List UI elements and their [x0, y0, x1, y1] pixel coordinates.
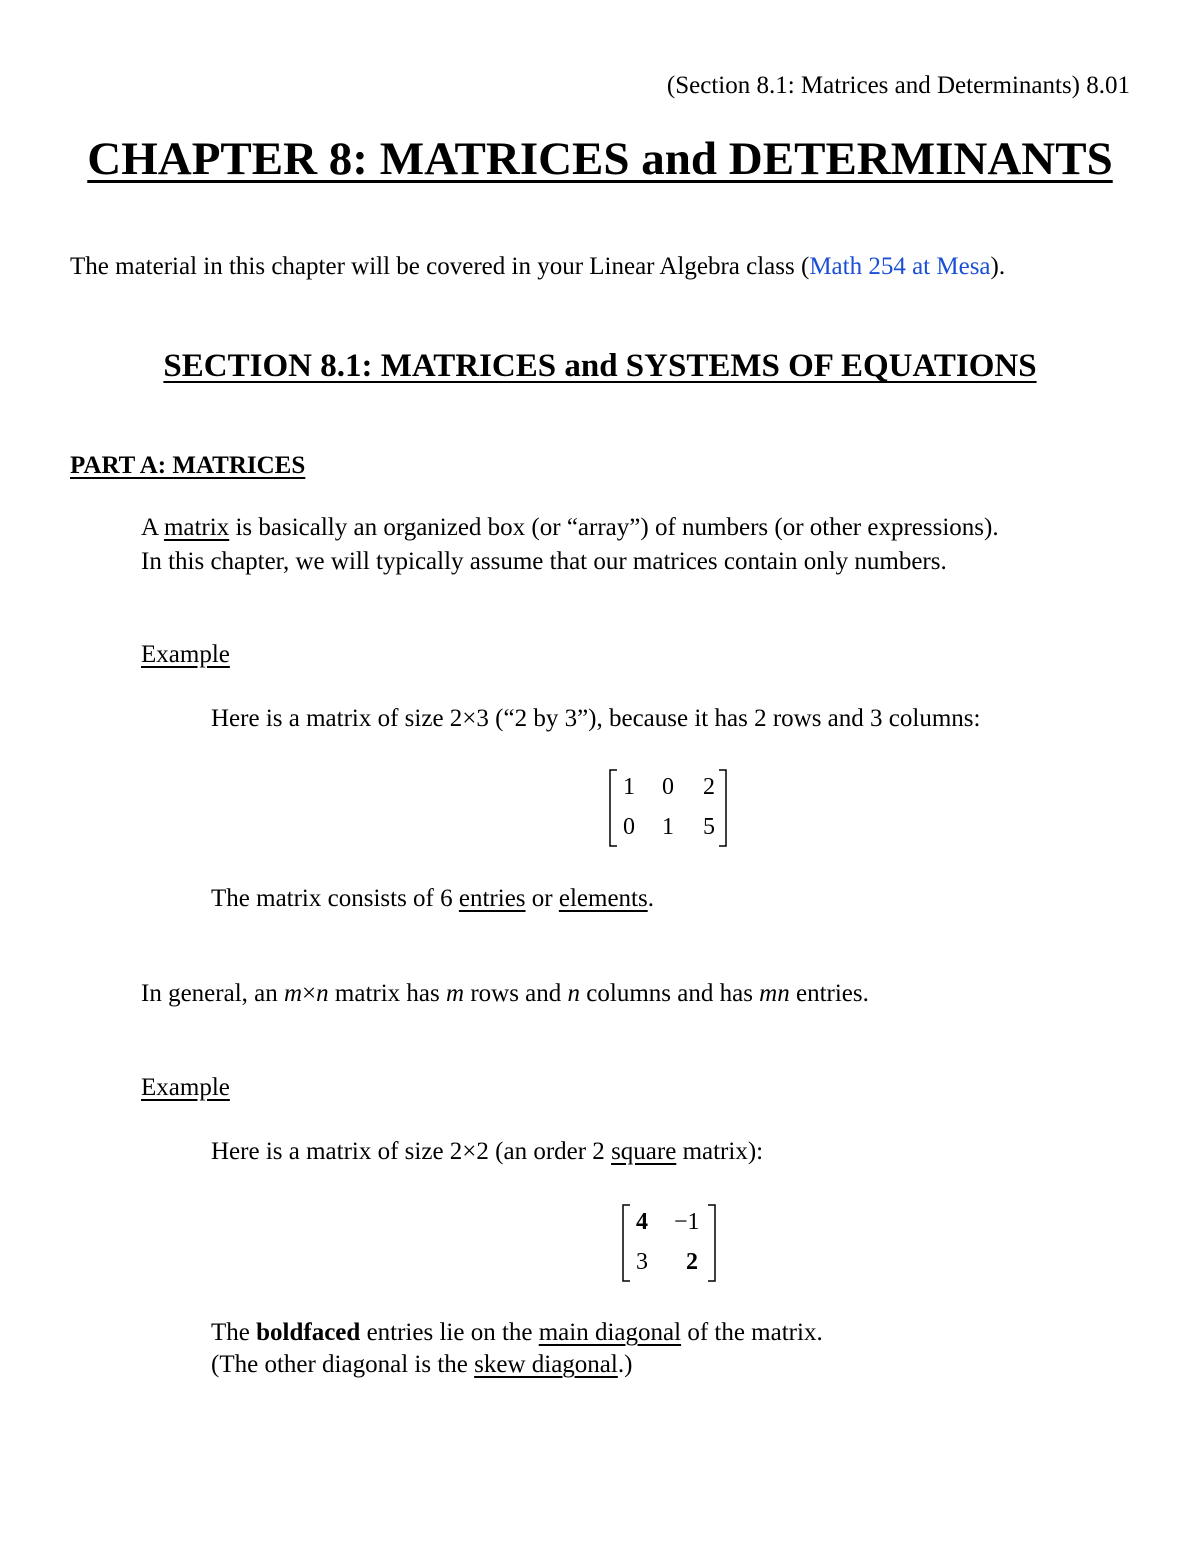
definition-line-2: In this chapter, we will typically assume that our matrices contain only numbers.: [141, 548, 947, 575]
definition-line-1: [141, 514, 999, 542]
ex2-text: Here is a matrix of size 2×2 (an order 2: [211, 1138, 612, 1165]
definition-a: A: [141, 514, 164, 541]
matrix-2x3: [607, 768, 729, 848]
example-heading-2: Example: [141, 1074, 230, 1101]
matrix-cell: 2: [703, 774, 715, 800]
var-mn: mn: [759, 980, 790, 1007]
intro-text-end: ).: [990, 253, 1006, 280]
matrix-cell: −1: [674, 1209, 700, 1235]
term-boldfaced: boldfaced: [256, 1319, 361, 1346]
running-head: (Section 8.1: Matrices and Determinants) 8.01: [666, 72, 1130, 99]
matrix-cell: 3: [636, 1249, 648, 1275]
math-254-link[interactable]: Math 254 at Mesa: [809, 253, 991, 280]
general-text: In general, an: [141, 980, 284, 1007]
example-heading-1: Example: [141, 641, 230, 668]
section-title: SECTION 8.1: MATRICES and SYSTEMS OF EQUATIONS: [163, 348, 1037, 384]
general-statement: [141, 980, 869, 1008]
term-skew-diagonal: skew diagonal: [474, 1351, 618, 1378]
general-text: rows and: [464, 980, 568, 1007]
var-n: n: [316, 980, 329, 1007]
matrix-description: [211, 885, 654, 913]
matrix-brackets: [620, 1203, 718, 1283]
matrix-cell: 0: [662, 774, 674, 800]
term-elements: elements: [558, 885, 648, 912]
matrix-cell: 1: [623, 774, 635, 800]
term-square: square: [611, 1138, 677, 1165]
example-1-text: Here is a matrix of size 2×3 (“2 by 3”), because it has 2 rows and 3 columns:: [211, 705, 981, 732]
general-text: matrix has: [328, 980, 446, 1007]
matrix-2x2: [620, 1203, 718, 1283]
term-matrix: matrix: [163, 514, 230, 541]
term-entries: entries: [458, 885, 526, 912]
desc-text: The: [211, 1319, 257, 1346]
var-m: m: [283, 980, 303, 1007]
desc-text: (The other diagonal is the: [211, 1351, 475, 1378]
matrix-cell-diagonal: 4: [636, 1209, 648, 1235]
desc-text: of the matrix.: [681, 1319, 823, 1346]
definition-rest: is basically an organized box (or “array”) of numbers (or other expressions).: [229, 514, 999, 541]
ex2-text-end: matrix):: [676, 1138, 764, 1165]
chapter-title: CHAPTER 8: MATRICES and DETERMINANTS: [87, 133, 1113, 185]
var-n: n: [567, 980, 581, 1007]
desc-text: The matrix consists of 6: [211, 885, 459, 912]
times-symbol: ×: [302, 980, 317, 1007]
intro-paragraph: [70, 253, 1005, 281]
var-m: m: [446, 980, 465, 1007]
matrix-cell: 0: [623, 814, 635, 840]
example-2-text: [211, 1138, 763, 1166]
matrix-cell: 5: [703, 814, 715, 840]
intro-text: The material in this chapter will be covered in your Linear Algebra class (: [70, 253, 810, 280]
desc-text: .): [617, 1351, 633, 1378]
general-text: columns and has: [580, 980, 760, 1007]
term-main-diagonal: main diagonal: [538, 1319, 682, 1346]
skew-description: [211, 1351, 632, 1379]
desc-text: entries lie on the: [360, 1319, 539, 1346]
general-text: entries.: [789, 980, 869, 1007]
desc-period: .: [647, 885, 654, 912]
part-title: PART A: MATRICES: [70, 452, 306, 479]
diagonal-description: [211, 1319, 823, 1347]
desc-or: or: [525, 885, 559, 912]
matrix-cell-diagonal: 2: [686, 1249, 698, 1275]
matrix-cell: 1: [662, 814, 674, 840]
